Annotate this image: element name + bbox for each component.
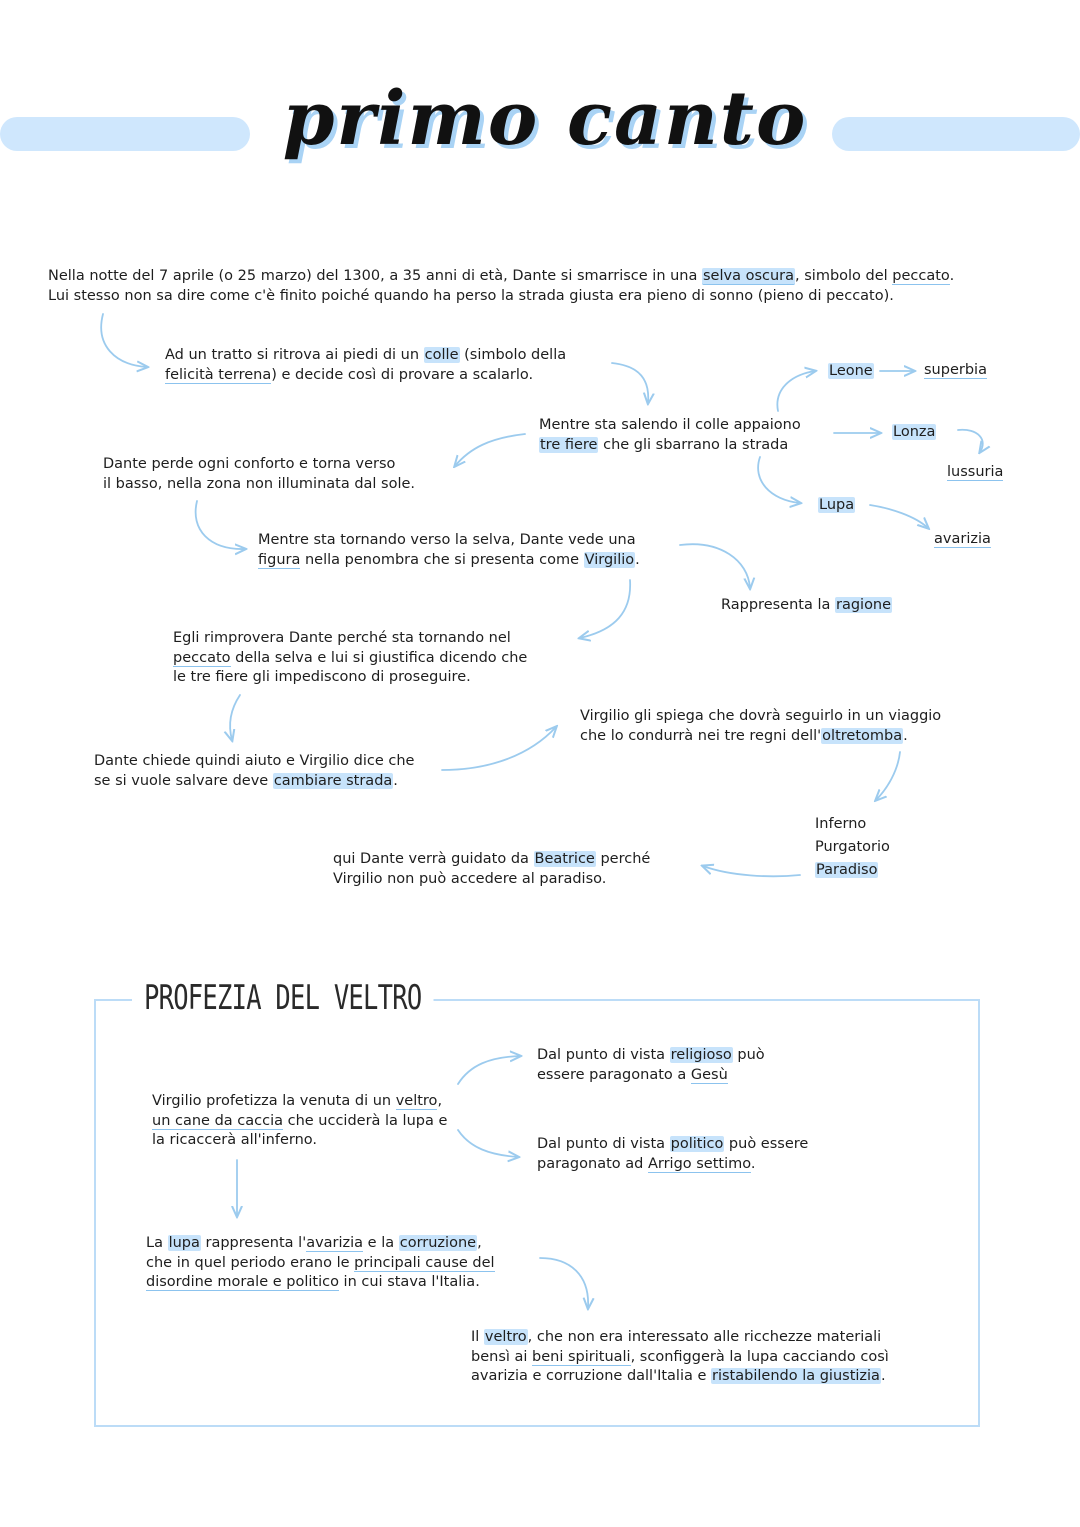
term-politico: politico xyxy=(670,1136,724,1152)
term-ragione: ragione xyxy=(835,597,892,613)
intro-line-1: Nella notte del 7 aprile (o 25 marzo) del 1300, a 35 anni di età, Dante si smarrisce in una selva oscura, simbolo del peccato. xyxy=(48,268,955,284)
term-veltro: veltro xyxy=(395,1093,438,1109)
arrow-fiere-leone xyxy=(777,371,815,411)
arrow-rimprovera-aiuto xyxy=(230,695,240,740)
term-gesu: Gesù xyxy=(690,1066,728,1083)
regno-purgatorio: Purgatorio xyxy=(815,839,890,855)
lupa-note: La lupa rappresenta l'avarizia e la corruzione, che in quel periodo erano le principali cause del disordine morale e politico in cui stava l'Italia. xyxy=(146,1235,495,1290)
arrow-intro-colle xyxy=(101,314,147,367)
term-oltretomba: oltretomba xyxy=(822,727,903,744)
profezia-note: Virgilio profetizza la venuta di un veltro, un cane da caccia che ucciderà la lupa e la ricaccerà all'inferno. xyxy=(152,1093,448,1148)
arrow-fiere-lupa xyxy=(758,457,800,503)
term-beatrice: Beatrice xyxy=(534,851,595,867)
term-peccato-selva: peccato xyxy=(173,649,231,666)
politico-note: Dal punto di vista politico può essere paragonato ad Arrigo settimo. xyxy=(537,1136,809,1172)
term-virgilio: Virgilio xyxy=(584,551,635,568)
arrow-conforto-virgilio xyxy=(196,501,245,549)
fiere-note: Mentre sta salendo il colle appaiono tre fiere che gli sbarrano la strada xyxy=(539,417,801,453)
term-selva-oscura: selva oscura xyxy=(703,268,795,284)
rimprovera-note: Egli rimprovera Dante perché sta tornando nel peccato della selva e lui si giustifica dicendo che le tre fiere gli impediscono di proseguire. xyxy=(173,630,528,685)
arrow-virgilio-ragione xyxy=(680,544,750,588)
arrow-viaggio-regni xyxy=(876,752,900,800)
regno-paradiso: Paradiso xyxy=(816,862,878,878)
term-felicita-terrena: felicità terrena xyxy=(165,366,272,383)
intro-line-2: Lui stesso non sa dire come c'è finito poiché quando ha perso la strada giusta era pieno di sonno (pieno di peccato). xyxy=(48,287,894,304)
term-religioso: religioso xyxy=(670,1047,732,1063)
religioso-note: Dal punto di vista religioso può essere paragonato a Gesù xyxy=(537,1047,765,1083)
term-colle: colle xyxy=(424,347,459,363)
meaning-lussuria: lussuria xyxy=(947,464,1004,480)
arrow-aiuto-viaggio xyxy=(442,727,556,770)
term-figura: figura xyxy=(258,551,301,568)
term-veltro-2: veltro xyxy=(484,1329,527,1345)
term-peccato: peccato xyxy=(892,268,950,284)
page-title: primo canto xyxy=(282,76,808,162)
regno-inferno: Inferno xyxy=(815,816,867,832)
term-beni-spirituali: beni spirituali xyxy=(532,1348,631,1365)
viaggio-note: Virgilio gli spiega che dovrà seguirlo in un viaggio che lo condurrà nei tre regni dell'oltretomba. xyxy=(580,708,942,744)
intro-note xyxy=(48,267,954,306)
beast-lupa: Lupa xyxy=(819,497,855,513)
beast-lonza: Lonza xyxy=(893,424,936,440)
aiuto-note: Dante chiede quindi aiuto e Virgilio dice che se si vuole salvare deve cambiare strada. xyxy=(94,753,415,789)
arrow-virgilio-rimprovera xyxy=(580,580,630,638)
arrow-fiere-conforto xyxy=(455,434,525,466)
meaning-avarizia: avarizia xyxy=(934,531,991,547)
term-cane-da-caccia: un cane da caccia xyxy=(152,1112,283,1129)
term-tre-fiere: tre fiere xyxy=(540,436,598,453)
term-avarizia: avarizia xyxy=(306,1235,364,1251)
arrow-regni-beatrice xyxy=(703,866,800,876)
term-lupa: lupa xyxy=(168,1235,200,1251)
veltro-heading: PROFEZIA DEL VELTRO xyxy=(132,978,433,1018)
term-corruzione: corruzione xyxy=(399,1235,477,1251)
beatrice-note: qui Dante verrà guidato da Beatrice perché Virgilio non può accedere al paradiso. xyxy=(333,851,651,887)
term-arrigo-settimo: Arrigo settimo xyxy=(647,1155,751,1172)
term-cambiare-strada: cambiare strada xyxy=(273,772,393,789)
vittoria-note: Il veltro, che non era interessato alle ricchezze materiali bensì ai beni spirituali, sconfiggerà la lupa cacciando così avarizia e corruzione dall'Italia e ristabilendo la giustizia. xyxy=(471,1329,889,1384)
term-disordine: disordine morale e politico xyxy=(146,1274,339,1290)
term-giustizia: ristabilendo la giustizia xyxy=(712,1368,880,1384)
term-principali-cause: principali cause del xyxy=(354,1254,495,1271)
beast-leone: Leone xyxy=(829,363,873,379)
arrow-colle-fiere xyxy=(612,363,648,403)
virgilio-appare-note: Mentre sta tornando verso la selva, Dante vede una figura nella penombra che si presenta come Virgilio. xyxy=(258,532,640,568)
colle-note: Ad un tratto si ritrova ai piedi di un colle (simbolo della felicità terrena) e decide così di provare a scalarlo. xyxy=(165,347,567,383)
meaning-superbia: superbia xyxy=(924,362,987,378)
regni-list xyxy=(815,813,890,882)
conforto-note: Dante perde ogni conforto e torna verso il basso, nella zona non illuminata dal sole. xyxy=(103,456,416,492)
arrow-lupa-avarizia xyxy=(870,505,928,528)
arrow-lonza-lussuria xyxy=(958,430,983,452)
ragione-note: Rappresenta la ragione xyxy=(721,597,892,613)
